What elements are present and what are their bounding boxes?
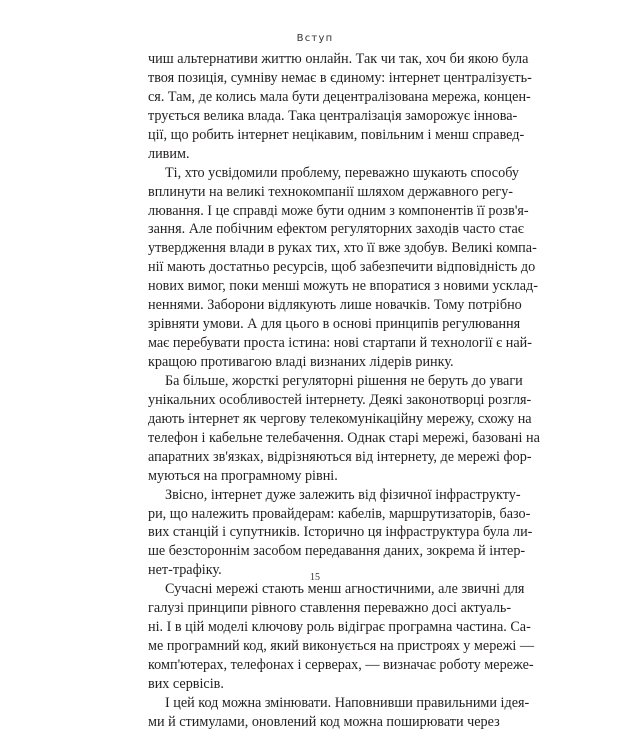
text-line: унікальних особливостей інтернету. Деякі законотворці розгля- — [148, 391, 532, 408]
paragraph — [148, 486, 533, 581]
text-line: ції, що робить інтернет нецікавим, повільним і менш справед- — [148, 126, 525, 143]
text-line: телефон і кабельне телебачення. Однак старі мережі, базовані на — [148, 429, 540, 446]
text-line: муються на програмному рівні. — [148, 467, 338, 484]
text-line: дають інтернет як чергову телекомунікаційну мережу, схожу на — [148, 410, 532, 427]
paragraph — [148, 164, 538, 372]
running-head: Вступ — [296, 33, 334, 44]
text-line: трується велика влада. Така централізація заморожує іннова- — [148, 107, 518, 124]
text-line: ливим. — [148, 145, 190, 162]
text-line: ме програмний код, який виконується на пристроях у мережі — — [148, 638, 535, 655]
text-line: апаратних зв'язках, відрізняються від інтернету, де мережі фор- — [148, 448, 532, 465]
text-line: ри, що належить провайдерам: кабелів, маршрутизаторів, базо- — [148, 505, 531, 522]
text-line: комп'ютерах, телефонах і серверах, — визначає роботу мереже- — [148, 657, 534, 673]
text-line: Звісно, інтернет дуже залежить від фізичної інфраструкту- — [165, 486, 521, 503]
text-line: ні. І в цій моделі ключову роль відіграє програмна частина. Са- — [148, 619, 531, 636]
body-text — [148, 50, 540, 732]
text-line: нет-трафіку. — [148, 562, 222, 579]
paragraph — [148, 50, 532, 164]
text-line: Сучасні мережі стають менш агностичними, але звичні для — [165, 581, 525, 598]
text-line: лювання. І це справді може бути одним з компонентів її розв'я- — [148, 202, 529, 219]
text-line: вплинути на великі технокомпанії шляхом державного регу- — [148, 183, 514, 200]
text-line: вих станцій і супутників. Історично ця інфраструктура була ли- — [148, 524, 533, 541]
text-line: твоя позиція, сумніву немає в єдиному: інтернет централізуєть- — [148, 69, 532, 86]
page-number: 15 — [310, 572, 320, 583]
text-line: Ті, хто усвідомили проблему, переважно шукають способу — [165, 164, 519, 181]
text-line: вих сервісів. — [148, 675, 224, 692]
paragraph — [148, 372, 540, 486]
text-line: чиш альтернативи життю онлайн. Так чи так, хоч би якою була — [148, 51, 529, 67]
paragraph — [148, 580, 535, 694]
text-line: утвердження влади в руках тих, хто її вже здобув. Великі компа- — [148, 240, 537, 257]
text-line: кращою противагою владі визнаних лідерів ринку. — [148, 354, 454, 370]
text-line: ся. Там, де колись мала бути децентралізована мережа, концен- — [148, 88, 531, 105]
text-line: ми й стимулами, оновлений код можна поширювати через — [148, 713, 500, 730]
text-line: галузі принципи рівного ставлення переважно досі актуаль- — [148, 600, 512, 617]
text-line: зання. Але побічним ефектом регуляторних заходів часто стає — [148, 221, 524, 238]
text-line: І цей код можна змінювати. Наповнивши правильними ідея- — [165, 694, 530, 711]
text-line: неннями. Заборони відлякують лише новачків. Тому потрібно — [148, 297, 522, 314]
text-line: ше безстороннім засобом передавання даних, зокрема й інтер- — [148, 543, 526, 560]
paragraph — [148, 694, 530, 732]
text-line: нових вимог, поки менші можуть не впоратися з новими усклад- — [148, 278, 538, 295]
text-line: нії мають достатньо ресурсів, щоб забезпечити відповідність до — [148, 259, 536, 276]
text-line: має перебувати проста істина: нові стартапи й технології є най- — [148, 335, 532, 352]
text-line: зрівняти умови. А для цього в основі принципів регулювання — [148, 316, 521, 333]
text-line: Ба більше, жорсткі регуляторні рішення не беруть до уваги — [165, 372, 523, 389]
